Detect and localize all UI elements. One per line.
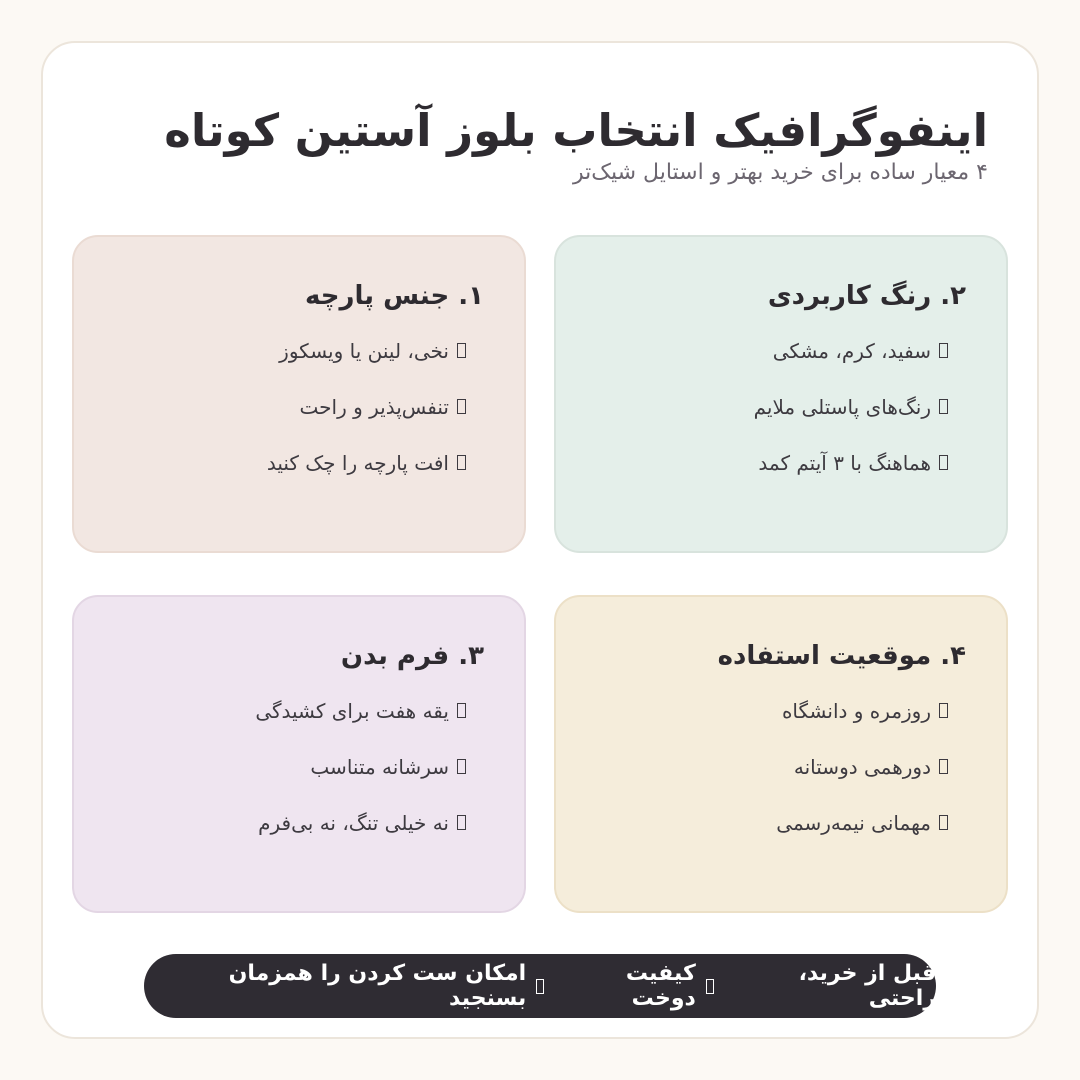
bullet-icon bbox=[457, 703, 466, 718]
list-item-text: رنگ‌های پاستلی ملایم bbox=[753, 395, 931, 419]
criteria-list bbox=[114, 335, 484, 503]
list-item bbox=[114, 807, 466, 863]
list-item-text: نه خیلی تنگ، نه بی‌فرم bbox=[258, 811, 449, 835]
footer-text-part: قبل از خرید، راحتی bbox=[798, 961, 936, 1011]
footer-tip-banner bbox=[144, 954, 936, 1018]
criteria-list bbox=[114, 695, 484, 863]
page-subtitle: ۴ معیار ساده برای خرید بهتر و استایل شیک‌تر bbox=[573, 160, 988, 185]
list-item-text: افت پارچه را چک کنید bbox=[266, 451, 449, 475]
list-item bbox=[596, 807, 948, 863]
criteria-list bbox=[596, 335, 966, 503]
list-item bbox=[596, 695, 948, 751]
card-color bbox=[554, 235, 1008, 553]
list-item bbox=[596, 447, 948, 503]
footer-text-part: کیفیت دوخت bbox=[625, 961, 696, 1011]
card-heading: ۲. رنگ کاربردی bbox=[767, 281, 966, 311]
list-item-text: مهمانی نیمه‌رسمی bbox=[776, 811, 931, 835]
card-heading: ۴. موقعیت استفاده bbox=[717, 641, 966, 671]
card-occasion bbox=[554, 595, 1008, 913]
list-item-text: روزمره و دانشگاه bbox=[781, 699, 931, 723]
card-heading: ۱. جنس پارچه bbox=[305, 281, 484, 311]
list-item-text: تنفس‌پذیر و راحت bbox=[299, 395, 449, 419]
list-item bbox=[114, 391, 466, 447]
separator-icon bbox=[536, 979, 544, 994]
list-item bbox=[596, 391, 948, 447]
list-item bbox=[596, 751, 948, 807]
bullet-icon bbox=[939, 399, 948, 414]
bullet-icon bbox=[457, 815, 466, 830]
bullet-icon bbox=[939, 343, 948, 358]
bullet-icon bbox=[457, 759, 466, 774]
criteria-list bbox=[596, 695, 966, 863]
bullet-icon bbox=[457, 455, 466, 470]
card-heading: ۳. فرم بدن bbox=[340, 641, 484, 671]
list-item bbox=[114, 695, 466, 751]
list-item bbox=[114, 335, 466, 391]
bullet-icon bbox=[457, 343, 466, 358]
list-item-text: هماهنگ با ۳ آیتم کمد bbox=[758, 451, 931, 475]
list-item-text: یقه هفت برای کشیدگی bbox=[255, 699, 449, 723]
card-body-shape bbox=[72, 595, 526, 913]
list-item bbox=[114, 447, 466, 503]
separator-icon bbox=[706, 979, 714, 994]
list-item bbox=[596, 335, 948, 391]
bullet-icon bbox=[939, 759, 948, 774]
card-fabric bbox=[72, 235, 526, 553]
list-item-text: نخی، لینن یا ویسکوز bbox=[279, 339, 449, 363]
footer-text-part: امکان ست کردن را همزمان بسنجید bbox=[228, 961, 527, 1011]
list-item-text: سفید، کرم، مشکی bbox=[772, 339, 931, 363]
list-item bbox=[114, 751, 466, 807]
bullet-icon bbox=[939, 455, 948, 470]
list-item-text: سرشانه متناسب bbox=[310, 755, 449, 779]
bullet-icon bbox=[939, 815, 948, 830]
list-item-text: دورهمی دوستانه bbox=[793, 755, 931, 779]
page-title: اینفوگرافیک انتخاب بلوز آستین کوتاه bbox=[164, 104, 988, 157]
bullet-icon bbox=[457, 399, 466, 414]
bullet-icon bbox=[939, 703, 948, 718]
